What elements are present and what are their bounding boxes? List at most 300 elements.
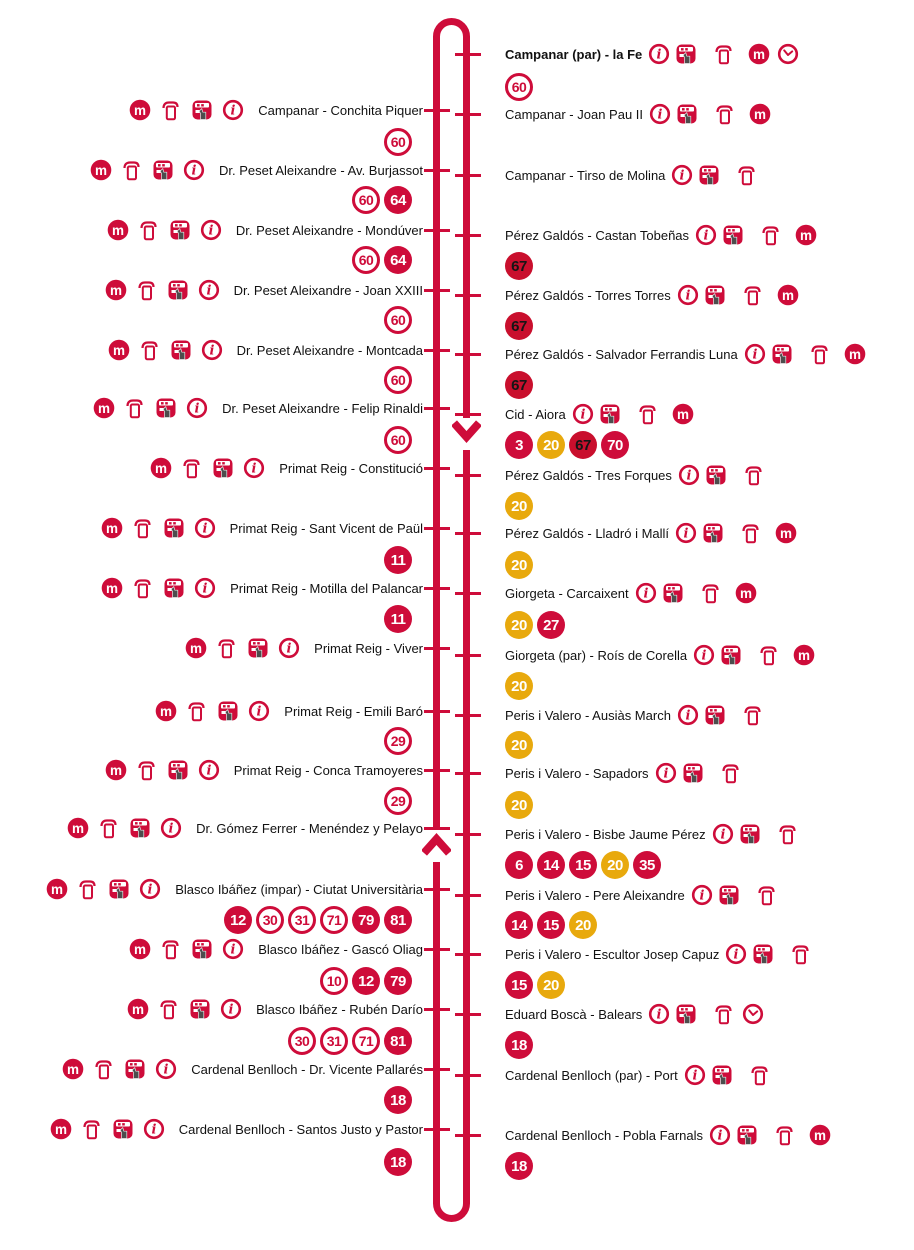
info-icon[interactable] xyxy=(186,397,208,419)
bus-shelter-icon xyxy=(132,517,154,539)
line-badge[interactable]: 79 xyxy=(352,906,380,934)
line-badges xyxy=(384,605,412,633)
ticket-machine-icon xyxy=(191,938,213,960)
stop-tick xyxy=(455,833,481,836)
line-badge[interactable]: 20 xyxy=(601,851,629,879)
ticket-machine-icon xyxy=(167,759,189,781)
stop-name[interactable]: Pérez Galdós - Lladró i Mallí xyxy=(505,525,670,541)
bus-shelter-icon xyxy=(756,884,778,906)
info-icon[interactable] xyxy=(155,1058,177,1080)
line-badge[interactable]: 14 xyxy=(537,851,565,879)
stop-tick xyxy=(424,1128,450,1131)
stop-tick xyxy=(455,654,481,657)
stop-tick xyxy=(424,349,450,352)
info-icon[interactable] xyxy=(635,582,657,604)
bus-shelter-icon xyxy=(720,762,742,784)
line-badge[interactable]: 18 xyxy=(505,1031,533,1059)
line-badge[interactable]: 20 xyxy=(505,551,533,579)
metro-icon xyxy=(748,43,770,65)
info-icon[interactable] xyxy=(725,943,747,965)
line-badge[interactable]: 15 xyxy=(569,851,597,879)
line-badge[interactable]: 11 xyxy=(384,546,412,574)
stop-tick xyxy=(455,353,481,356)
line-badge[interactable]: 67 xyxy=(505,252,533,280)
info-icon[interactable] xyxy=(248,700,270,722)
ticket-machine-icon xyxy=(705,464,727,486)
metro-icon xyxy=(62,1058,84,1080)
bus-shelter-icon xyxy=(93,1058,115,1080)
ticket-machine-icon xyxy=(704,704,726,726)
info-icon[interactable] xyxy=(709,1124,731,1146)
ticket-machine-icon xyxy=(163,577,185,599)
info-icon[interactable] xyxy=(691,884,713,906)
stop-row xyxy=(505,461,765,489)
stop-name[interactable]: Campanar (par) - la Fe xyxy=(505,46,643,62)
info-icon[interactable] xyxy=(201,339,223,361)
bus-shelter-icon xyxy=(160,99,182,121)
line-badge[interactable]: 18 xyxy=(505,1152,533,1180)
line-badges xyxy=(288,1027,412,1055)
info-icon[interactable] xyxy=(684,1064,706,1086)
line-badge[interactable]: 64 xyxy=(384,246,412,274)
line-badges xyxy=(384,128,412,156)
bus-shelter-icon xyxy=(749,1064,771,1086)
line-badge[interactable]: 12 xyxy=(352,967,380,995)
svg-text:m: m xyxy=(754,106,767,122)
info-icon[interactable] xyxy=(183,159,205,181)
info-icon[interactable] xyxy=(278,637,300,659)
info-icon[interactable] xyxy=(160,817,182,839)
line-badge[interactable]: 70 xyxy=(601,431,629,459)
line-badge[interactable]: 31 xyxy=(320,1027,348,1055)
svg-text:m: m xyxy=(848,346,861,362)
svg-text:i: i xyxy=(230,942,236,958)
line-badge[interactable]: 67 xyxy=(505,371,533,399)
ticket-machine-icon xyxy=(722,224,744,246)
stop-tick xyxy=(455,413,481,416)
svg-text:i: i xyxy=(685,288,691,304)
bus-shelter-icon xyxy=(121,159,143,181)
stop-row xyxy=(127,995,423,1023)
svg-text:i: i xyxy=(209,343,215,359)
stop-name[interactable]: Blasco Ibáñez - Rubén Darío xyxy=(256,1001,423,1017)
line-badge[interactable]: 60 xyxy=(352,246,380,274)
stop-name[interactable]: Cardenal Benlloch - Pobla Farnals xyxy=(505,1127,703,1143)
stop-name[interactable]: Pérez Galdós - Salvador Ferrandis Luna xyxy=(505,346,738,362)
stop-row xyxy=(93,394,423,422)
svg-text:m: m xyxy=(109,282,122,298)
line-badge[interactable]: 30 xyxy=(256,906,284,934)
info-icon[interactable] xyxy=(139,878,161,900)
info-icon[interactable] xyxy=(712,823,734,845)
stop-tick xyxy=(424,467,450,470)
stop-name[interactable]: Cid - Aiora xyxy=(505,406,566,422)
stop-row xyxy=(505,161,758,189)
line-badge[interactable]: 71 xyxy=(352,1027,380,1055)
line-badge[interactable]: 71 xyxy=(320,906,348,934)
bus-shelter-icon xyxy=(758,644,780,666)
info-icon[interactable] xyxy=(222,938,244,960)
svg-text:i: i xyxy=(679,168,685,184)
svg-text:m: m xyxy=(155,460,168,476)
stop-name[interactable]: Giorgeta (par) - Roís de Corella xyxy=(505,647,688,663)
info-icon[interactable] xyxy=(222,99,244,121)
line-badge[interactable]: 20 xyxy=(505,731,533,759)
stop-tick xyxy=(455,474,481,477)
line-badge[interactable]: 11 xyxy=(384,605,412,633)
bus-shelter-icon xyxy=(124,397,146,419)
svg-text:m: m xyxy=(111,222,124,238)
stop-name[interactable]: Cardenal Benlloch (par) - Port xyxy=(505,1067,678,1083)
info-icon[interactable] xyxy=(572,403,594,425)
line-badge[interactable]: 20 xyxy=(569,911,597,939)
stop-row xyxy=(505,519,797,547)
svg-text:m: m xyxy=(67,1061,80,1077)
metro-icon xyxy=(185,637,207,659)
info-icon[interactable] xyxy=(677,284,699,306)
route-line-loop xyxy=(433,18,470,1222)
line-badge[interactable]: 12 xyxy=(224,906,252,934)
line-badge[interactable]: 20 xyxy=(505,672,533,700)
info-icon[interactable] xyxy=(655,762,677,784)
stop-name[interactable]: Pérez Galdós - Torres Torres xyxy=(505,287,671,303)
svg-text:m: m xyxy=(134,941,147,957)
bus-shelter-icon xyxy=(158,998,180,1020)
info-icon[interactable] xyxy=(220,998,242,1020)
stop-tick xyxy=(424,888,450,891)
stop-name[interactable]: Pérez Galdós - Castan Tobeñas xyxy=(505,227,690,243)
line-badges xyxy=(505,312,533,340)
line-badge[interactable]: 29 xyxy=(384,787,412,815)
stop-name[interactable]: Campanar - Conchita Piquer xyxy=(258,102,423,118)
svg-text:m: m xyxy=(112,342,125,358)
info-icon[interactable] xyxy=(678,464,700,486)
ticket-machine-icon xyxy=(662,582,684,604)
line-badge[interactable]: 10 xyxy=(320,967,348,995)
line-badge[interactable]: 81 xyxy=(384,906,412,934)
stop-name[interactable]: Primat Reig - Sant Vicent de Paül xyxy=(229,520,423,536)
info-icon[interactable] xyxy=(198,279,220,301)
svg-text:i: i xyxy=(163,1062,169,1078)
stop-name[interactable]: Peris i Valero - Bisbe Jaume Pérez xyxy=(505,826,706,842)
svg-text:m: m xyxy=(813,1127,827,1143)
stop-tick xyxy=(424,109,450,112)
stop-row xyxy=(105,276,423,304)
metro-icon xyxy=(809,1124,831,1146)
line-badges xyxy=(505,851,661,879)
stop-name[interactable]: Primat Reig - Motilla del Palancar xyxy=(230,580,423,596)
stop-name[interactable]: Campanar - Joan Pau II xyxy=(505,106,644,122)
line-badges xyxy=(505,1152,533,1180)
stop-row xyxy=(46,875,423,903)
line-badge[interactable]: 20 xyxy=(537,971,565,999)
stop-row xyxy=(505,579,757,607)
clock-icon xyxy=(742,1003,764,1025)
svg-text:i: i xyxy=(230,103,236,119)
svg-text:m: m xyxy=(94,162,107,178)
line-badge[interactable]: 64 xyxy=(384,186,412,214)
info-icon[interactable] xyxy=(243,457,265,479)
info-icon[interactable] xyxy=(693,644,715,666)
svg-text:m: m xyxy=(780,525,793,541)
line-badge[interactable]: 60 xyxy=(352,186,380,214)
line-badges xyxy=(384,546,412,574)
info-icon[interactable] xyxy=(671,164,693,186)
line-badges xyxy=(505,911,597,939)
line-badge[interactable]: 30 xyxy=(288,1027,316,1055)
line-badges xyxy=(384,727,412,755)
stop-tick xyxy=(424,948,450,951)
svg-text:m: m xyxy=(98,400,111,416)
stop-tick xyxy=(424,769,450,772)
ticket-machine-icon xyxy=(711,1064,733,1086)
ticket-machine-icon xyxy=(676,103,698,125)
stop-name[interactable]: Eduard Boscà - Balears xyxy=(505,1006,643,1022)
metro-icon xyxy=(795,224,817,246)
svg-text:i: i xyxy=(208,223,214,239)
line-badge[interactable]: 29 xyxy=(384,727,412,755)
metro-icon xyxy=(155,700,177,722)
line-badge[interactable]: 20 xyxy=(505,492,533,520)
info-icon[interactable] xyxy=(648,1003,670,1025)
stop-tick xyxy=(424,827,450,830)
ticket-machine-icon xyxy=(217,700,239,722)
line-badges xyxy=(505,551,533,579)
stop-row xyxy=(505,281,799,309)
info-icon[interactable] xyxy=(648,43,670,65)
svg-text:m: m xyxy=(54,1121,67,1137)
line-badge[interactable]: 35 xyxy=(633,851,661,879)
svg-text:m: m xyxy=(800,227,813,243)
line-badge[interactable]: 31 xyxy=(288,906,316,934)
stop-name[interactable]: Peris i Valero - Escultor Josep Capuz xyxy=(505,946,720,962)
stop-row xyxy=(129,935,423,963)
svg-text:m: m xyxy=(190,640,203,656)
stop-tick xyxy=(455,1134,481,1137)
bus-shelter-icon xyxy=(743,464,765,486)
metro-icon xyxy=(749,103,771,125)
stop-tick xyxy=(455,1013,481,1016)
ticket-machine-icon xyxy=(682,762,704,784)
stop-name[interactable]: Blasco Ibáñez - Gascó Oliag xyxy=(258,941,423,957)
line-badge[interactable]: 67 xyxy=(505,312,533,340)
stop-row xyxy=(505,1121,831,1149)
stop-name[interactable]: Dr. Peset Aleixandre - Mondúver xyxy=(235,222,423,238)
svg-text:i: i xyxy=(256,704,262,720)
stop-name[interactable]: Dr. Peset Aleixandre - Montcada xyxy=(236,342,423,358)
ticket-machine-icon xyxy=(752,943,774,965)
svg-text:m: m xyxy=(739,585,752,601)
svg-text:i: i xyxy=(251,461,257,477)
line-badge[interactable]: 27 xyxy=(537,611,565,639)
stop-name[interactable]: Peris i Valero - Ausiàs March xyxy=(505,707,671,723)
line-badges xyxy=(352,246,412,274)
stop-row xyxy=(107,216,423,244)
ticket-machine-icon xyxy=(739,823,761,845)
stop-name[interactable]: Blasco Ibáñez (impar) - Ciutat Universitària xyxy=(175,881,423,897)
svg-text:i: i xyxy=(717,1128,723,1144)
metro-icon xyxy=(129,99,151,121)
svg-text:m: m xyxy=(160,703,173,719)
metro-icon xyxy=(46,878,68,900)
ticket-machine-icon xyxy=(108,878,130,900)
bus-shelter-icon xyxy=(714,103,736,125)
line-badge[interactable]: 67 xyxy=(569,431,597,459)
ticket-machine-icon xyxy=(771,343,793,365)
stop-name[interactable]: Giorgeta - Carcaixent xyxy=(505,585,629,601)
line-badges xyxy=(505,672,533,700)
stop-row xyxy=(129,96,423,124)
svg-text:m: m xyxy=(51,881,64,897)
line-badge[interactable]: 81 xyxy=(384,1027,412,1055)
line-badge[interactable]: 60 xyxy=(384,306,412,334)
svg-text:i: i xyxy=(692,1068,698,1084)
ticket-machine-icon xyxy=(170,339,192,361)
metro-icon xyxy=(93,397,115,419)
svg-text:i: i xyxy=(194,401,200,417)
clock-icon xyxy=(777,43,799,65)
svg-text:i: i xyxy=(580,407,586,423)
ticket-machine-icon xyxy=(698,164,720,186)
info-icon[interactable] xyxy=(744,343,766,365)
svg-text:i: i xyxy=(202,581,208,597)
info-icon[interactable] xyxy=(200,219,222,241)
metro-icon xyxy=(108,339,130,361)
metro-icon xyxy=(777,284,799,306)
direction-down-arrow xyxy=(452,420,481,444)
metro-icon xyxy=(101,517,123,539)
stop-tick xyxy=(455,174,481,177)
line-badge[interactable]: 60 xyxy=(384,426,412,454)
ticket-machine-icon xyxy=(152,159,174,181)
stop-name[interactable]: Pérez Galdós - Tres Forques xyxy=(505,467,672,483)
info-icon[interactable] xyxy=(649,103,671,125)
stop-name[interactable]: Dr. Peset Aleixandre - Joan XXIII xyxy=(233,282,423,298)
stop-row xyxy=(101,574,423,602)
stop-row xyxy=(90,156,423,184)
svg-text:i: i xyxy=(228,1002,234,1018)
svg-text:i: i xyxy=(733,947,739,963)
stop-tick xyxy=(455,532,481,535)
svg-text:i: i xyxy=(657,107,663,123)
metro-icon xyxy=(101,577,123,599)
svg-text:m: m xyxy=(105,520,118,536)
ticket-machine-icon xyxy=(163,517,185,539)
stop-name[interactable]: Primat Reig - Viver xyxy=(314,640,423,656)
stop-tick xyxy=(455,953,481,956)
ticket-machine-icon xyxy=(112,1118,134,1140)
info-icon[interactable] xyxy=(198,759,220,781)
svg-text:i: i xyxy=(147,882,153,898)
bus-shelter-icon xyxy=(742,704,764,726)
stop-name[interactable]: Cardenal Benlloch - Santos Justo y Pastor xyxy=(178,1121,423,1137)
svg-text:i: i xyxy=(206,283,212,299)
metro-icon xyxy=(105,279,127,301)
line-badge[interactable]: 14 xyxy=(505,911,533,939)
bus-shelter-icon xyxy=(139,339,161,361)
stop-name[interactable]: Peris i Valero - Pere Aleixandre xyxy=(505,887,685,903)
line-badges xyxy=(505,791,533,819)
line-badge[interactable]: 60 xyxy=(384,128,412,156)
ticket-machine-icon xyxy=(129,817,151,839)
bus-shelter-icon xyxy=(790,943,812,965)
line-badge[interactable]: 15 xyxy=(537,911,565,939)
line-badge[interactable]: 20 xyxy=(537,431,565,459)
bus-shelter-icon xyxy=(136,759,158,781)
stop-name[interactable]: Dr. Peset Aleixandre - Av. Burjassot xyxy=(218,162,423,178)
stop-row xyxy=(50,1115,423,1143)
stop-name[interactable]: Dr. Peset Aleixandre - Felip Rinaldi xyxy=(222,400,423,416)
bus-shelter-icon xyxy=(760,224,782,246)
info-icon[interactable] xyxy=(677,704,699,726)
bus-shelter-icon xyxy=(98,817,120,839)
info-icon[interactable] xyxy=(194,577,216,599)
line-badges xyxy=(384,1086,412,1114)
stop-name[interactable]: Primat Reig - Emili Baró xyxy=(284,703,423,719)
stop-row xyxy=(505,759,742,787)
info-icon[interactable] xyxy=(675,522,697,544)
stop-tick xyxy=(424,647,450,650)
ticket-machine-icon xyxy=(167,279,189,301)
info-icon[interactable] xyxy=(143,1118,165,1140)
line-badges xyxy=(384,366,412,394)
line-badges xyxy=(384,787,412,815)
bus-shelter-icon xyxy=(713,43,735,65)
svg-text:i: i xyxy=(699,888,705,904)
line-badge[interactable]: 3 xyxy=(505,431,533,459)
stop-name[interactable]: Campanar - Tirso de Molina xyxy=(505,167,666,183)
ticket-machine-icon xyxy=(155,397,177,419)
line-badge[interactable]: 20 xyxy=(505,791,533,819)
stop-row xyxy=(505,1061,771,1089)
svg-text:i: i xyxy=(686,468,692,484)
stop-tick xyxy=(455,113,481,116)
metro-icon xyxy=(90,159,112,181)
info-icon[interactable] xyxy=(695,224,717,246)
line-badges xyxy=(224,906,412,934)
svg-text:i: i xyxy=(191,163,197,179)
line-badge[interactable]: 20 xyxy=(505,611,533,639)
svg-text:i: i xyxy=(703,228,709,244)
stop-name[interactable]: Primat Reig - Constitució xyxy=(279,460,423,476)
stop-tick xyxy=(424,169,450,172)
metro-icon xyxy=(844,343,866,365)
line-badge[interactable]: 18 xyxy=(384,1086,412,1114)
line-badge[interactable]: 15 xyxy=(505,971,533,999)
stop-row xyxy=(505,881,778,909)
stop-tick xyxy=(424,710,450,713)
line-badge[interactable]: 79 xyxy=(384,967,412,995)
stop-tick xyxy=(455,592,481,595)
stop-name[interactable]: Primat Reig - Conca Tramoyeres xyxy=(233,762,423,778)
bus-shelter-icon xyxy=(186,700,208,722)
bus-shelter-icon xyxy=(132,577,154,599)
line-badge[interactable]: 6 xyxy=(505,851,533,879)
info-icon[interactable] xyxy=(194,517,216,539)
line-badges xyxy=(320,967,412,995)
stop-name[interactable]: Dr. Gómez Ferrer - Menéndez y Pelayo xyxy=(196,820,423,836)
stop-name[interactable]: Cardenal Benlloch - Dr. Vicente Pallarés xyxy=(191,1061,423,1077)
line-badge[interactable]: 60 xyxy=(384,366,412,394)
stop-name[interactable]: Peris i Valero - Sapadors xyxy=(505,765,649,781)
line-badge[interactable]: 18 xyxy=(384,1148,412,1176)
line-badge[interactable]: 60 xyxy=(505,73,533,101)
bus-shelter-icon xyxy=(77,878,99,900)
svg-text:i: i xyxy=(151,1122,157,1138)
svg-text:m: m xyxy=(798,647,811,663)
svg-text:m: m xyxy=(72,820,85,836)
svg-text:m: m xyxy=(132,1001,145,1017)
